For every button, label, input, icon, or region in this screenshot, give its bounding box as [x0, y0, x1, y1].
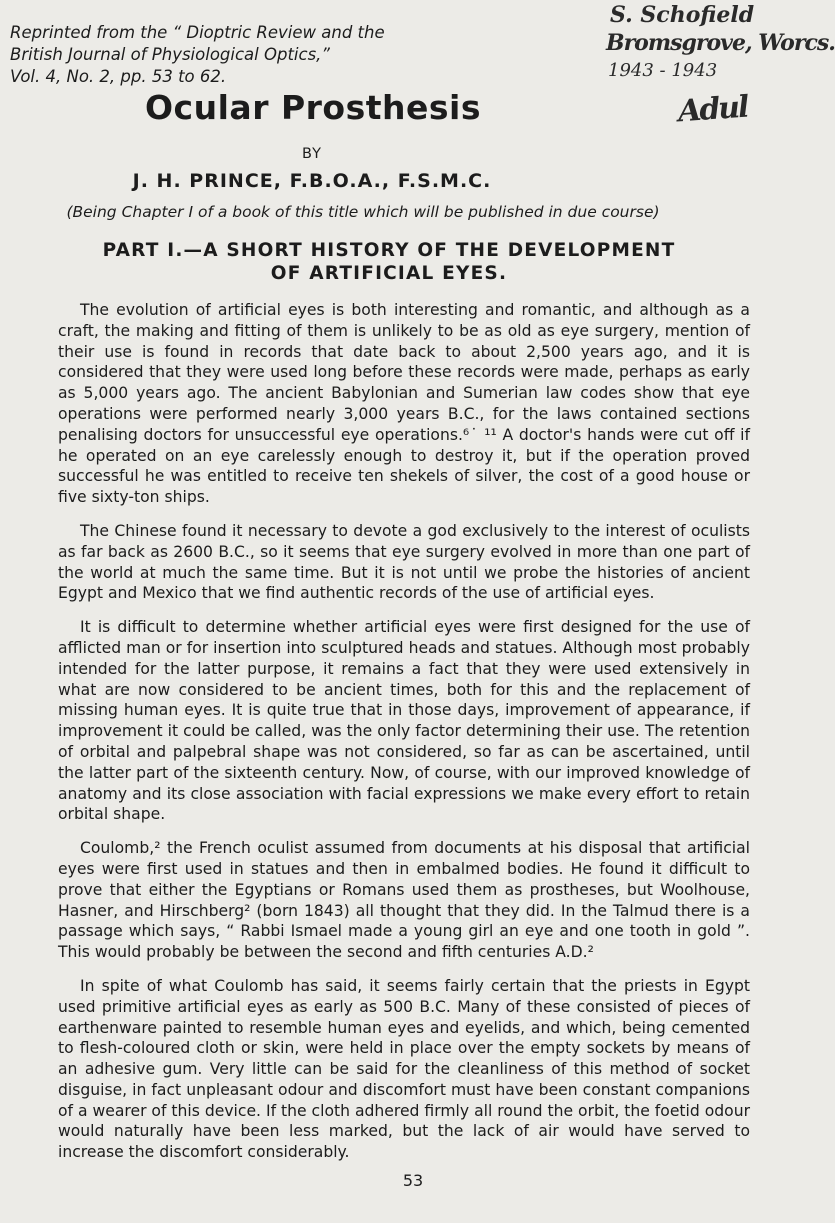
handwriting-line-3: 1943 - 1943 [608, 60, 718, 81]
paragraph: In spite of what Coulomb has said, it seems fairly certain that the priests in Egypt used primitive artificial eyes as early as 500 B.C. Many of these consisted of pieces of earthenware painted to resemble human eyes and eyelids, and which, being cemented to flesh-coloured cloth or skin, were held in place over the empty sockets by means of an adhesive gum. Very little can be said for the cleanliness of this method of socket disguise, in fact unpleasant odour and discomfort must have been constant companions of a wearer of this device. If the cloth adhered firmly all round the orbit, the foetid odour would naturally have been less marked, but the lack of air would have served to increase the discomfort considerably. [58, 976, 750, 1162]
byline-by: BY [301, 146, 322, 162]
reprint-line-2: British Journal of Physiological Optics,” [10, 45, 330, 64]
reprint-line-1: Reprinted from the “ Dioptric Review and the [10, 23, 385, 42]
article-title: Ocular Prosthesis [145, 88, 481, 127]
handwriting-line-4: Adul [676, 89, 749, 130]
article-body [58, 300, 750, 1176]
paragraph: Coulomb,² the French oculist assumed from documents at his disposal that artificial eyes were first used in statues and then in embalmed bodies. He found it difficult to prove that either the Egyptians or Romans used them as prostheses, but Woolhouse, Hasner, and Hirschberg² (born 1843) all thought that they did. In the Talmud there is a passage which says, “ Rabbi Ismael made a young girl an eye and one tooth in gold ”. This would probably be between the second and fifth centuries A.D.² [58, 839, 750, 962]
paragraph: The evolution of artificial eyes is both interesting and romantic, and although as a craft, the making and fitting of them is unlikely to be as old as eye surgery, mention of their use is found in records that date back to about 2,500 years ago, and it is considered that they were used long before these records were made, perhaps as early as 5,000 years ago. The ancient Babylonian and Sumerian law codes show that eye operations were performed nearly 3,000 years B.C., for the laws contained sections penalising doctors for unsuccessful eye operations.⁶˙ ¹¹ A doctor's hands were cut off if he operated on an eye carelessly enough to destroy it, but if the operation proved successful he was entitled to receive ten shekels of silver, the cost of a good house or five sixty-ton ships. [58, 301, 750, 507]
section-heading [0, 239, 800, 285]
byline-row [0, 146, 800, 162]
handwriting-line-2: Bromsgrove, Worcs. [606, 30, 835, 56]
section-heading-line-2: OF ARTIFICIAL EYES. [270, 263, 508, 284]
paragraph: It is difficult to determine whether artificial eyes were first designed for the use of afflicted man or for insertion into sculptured heads and statues. Although most probably intended for the latter purpose, it remains a fact that they were used extensively in what are now considered to be ancient times, both for this and the replacement of missing human eyes. It is quite true that in those days, improvement of appearance, if improvement it could be called, was the only factor determining their use. The retention of orbital and palpebral shape was not considered, so far as can be ascertained, until the latter part of the sixteenth century. Now, of course, with our improved knowledge of anatomy and its close association with facial expressions we make every effort to retain orbital shape. [58, 618, 750, 824]
article-title-row [0, 88, 800, 127]
chapter-note-row [0, 203, 800, 221]
author-row [0, 170, 800, 192]
page-number-row [0, 1171, 800, 1190]
section-heading-line-1: PART I.—A SHORT HISTORY OF THE DEVELOPMENT [102, 240, 676, 261]
paragraph: The Chinese found it necessary to devote a god exclusively to the interest of oculists as far back as 2600 B.C., so it seems that eye surgery evolved in more than one part of the world at much the same time. But it is not until we probe the histories of ancient Egypt and Mexico that we find authentic records of the use of artificial eyes. [58, 521, 750, 603]
reprint-notice [10, 22, 390, 88]
author-name: J. H. PRINCE, F.B.O.A., F.S.M.C. [132, 170, 492, 192]
handwriting-line-1: S. Schofield [610, 2, 755, 28]
page-number: 53 [402, 1171, 424, 1190]
reprint-line-3: Vol. 4, No. 2, pp. 53 to 62. [10, 67, 227, 86]
chapter-note: (Being Chapter I of a book of this title which will be published in due course) [66, 203, 660, 221]
